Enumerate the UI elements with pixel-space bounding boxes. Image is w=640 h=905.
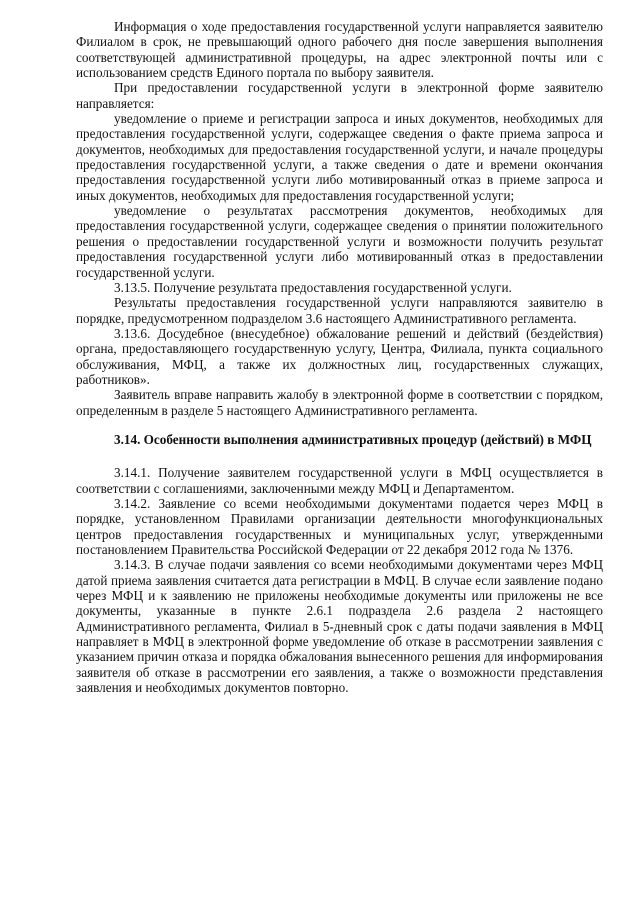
section-heading-3-14: 3.14. Особенности выполнения административных процедур (действий) в МФЦ (114, 431, 592, 447)
paragraph-3-13-5: 3.13.5. Получение результата предоставления государственной услуги. (114, 279, 512, 295)
paragraph-electronic-form-intro: При предоставлении государственной услуги в электронной форме заявителю направляется: (76, 80, 603, 111)
paragraph-3-14-1: 3.14.1. Получение заявителем государственной услуги в МФЦ осуществляется в соответствии с соглашениями, заключенными между МФЦ и Департаментом. (76, 465, 603, 496)
paragraph-3-13-6: 3.13.6. Досудебное (внесудебное) обжалование решений и действий (бездействия) органа, предоставляющего государственную услугу, Центра, Филиала, пункта социального обслуживания, МФЦ, а также их должностных лиц, государственных служащих, работников». (76, 325, 603, 387)
paragraph-complaint: Заявитель вправе направить жалобу в электронной форме в соответствии с порядком, определенным в разделе 5 настоящего Административного регламента. (76, 387, 603, 418)
paragraph-tracking-info: Информация о ходе предоставления государственной услуги направляется заявителю Филиалом в срок, не превышающий одного рабочего дня после завершения выполнения соответствующей административной процедуры, на адрес электронной почты или с использованием средств Единого портала по выбору заявителя. (76, 19, 603, 81)
document-page (76, 19, 603, 695)
paragraph-results-delivery: Результаты предоставления государственной услуги направляются заявителю в порядке, предусмотренном подразделом 3.6 настоящего Административного регламента. (76, 295, 603, 326)
paragraph-3-14-3: 3.14.3. В случае подачи заявления со всеми необходимыми документами через МФЦ датой приема заявления считается дата регистрации в МФЦ. В случае если заявление подано через МФЦ и к заявлению не приложены необходимые документы или приложены не все документы, указанные в пункте 2.6.1 подраздела 2.6 раздела 2 настоящего Административного регламента, Филиал в 5-дневный срок с даты подачи заявления в МФЦ направляет в МФЦ в электронной форме уведомление об отказе в рассмотрении заявления с указанием причин отказа и порядка обжалования вынесенного решения для информирования заявителя об отказе в рассмотрении его заявления, а также о возможности представления заявления и необходимых документов повторно. (76, 557, 603, 696)
paragraph-3-14-2: 3.14.2. Заявление со всеми необходимыми документами подается через МФЦ в порядке, установленном Правилами организации деятельности многофункциональных центров предоставления государственных и муниципальных услуг, утвержденными постановлением Правительства Российской Федерации от 22 декабря 2012 года № 1376. (76, 495, 603, 557)
paragraph-results-notification: уведомление о результатах рассмотрения документов, необходимых для предоставления государственной услуги, содержащее сведения о принятии положительного решения о предоставлении государственной услуги и возможности получить результат предоставления государственной услуги либо мотивированный отказ в предоставлении государственной услуги. (76, 203, 603, 280)
paragraph-receipt-notification: уведомление о приеме и регистрации запроса и иных документов, необходимых для предоставления государственной услуги, содержащее сведения о факте приема запроса и документов, необходимых для предоставления государственной услуги, и начале процедуры предоставления государственной услуги, а также сведения о дате и времени окончания предоставления государственной услуги либо мотивированный отказ в приеме запроса и иных документов, необходимых для предоставления государственной услуги; (76, 111, 603, 203)
